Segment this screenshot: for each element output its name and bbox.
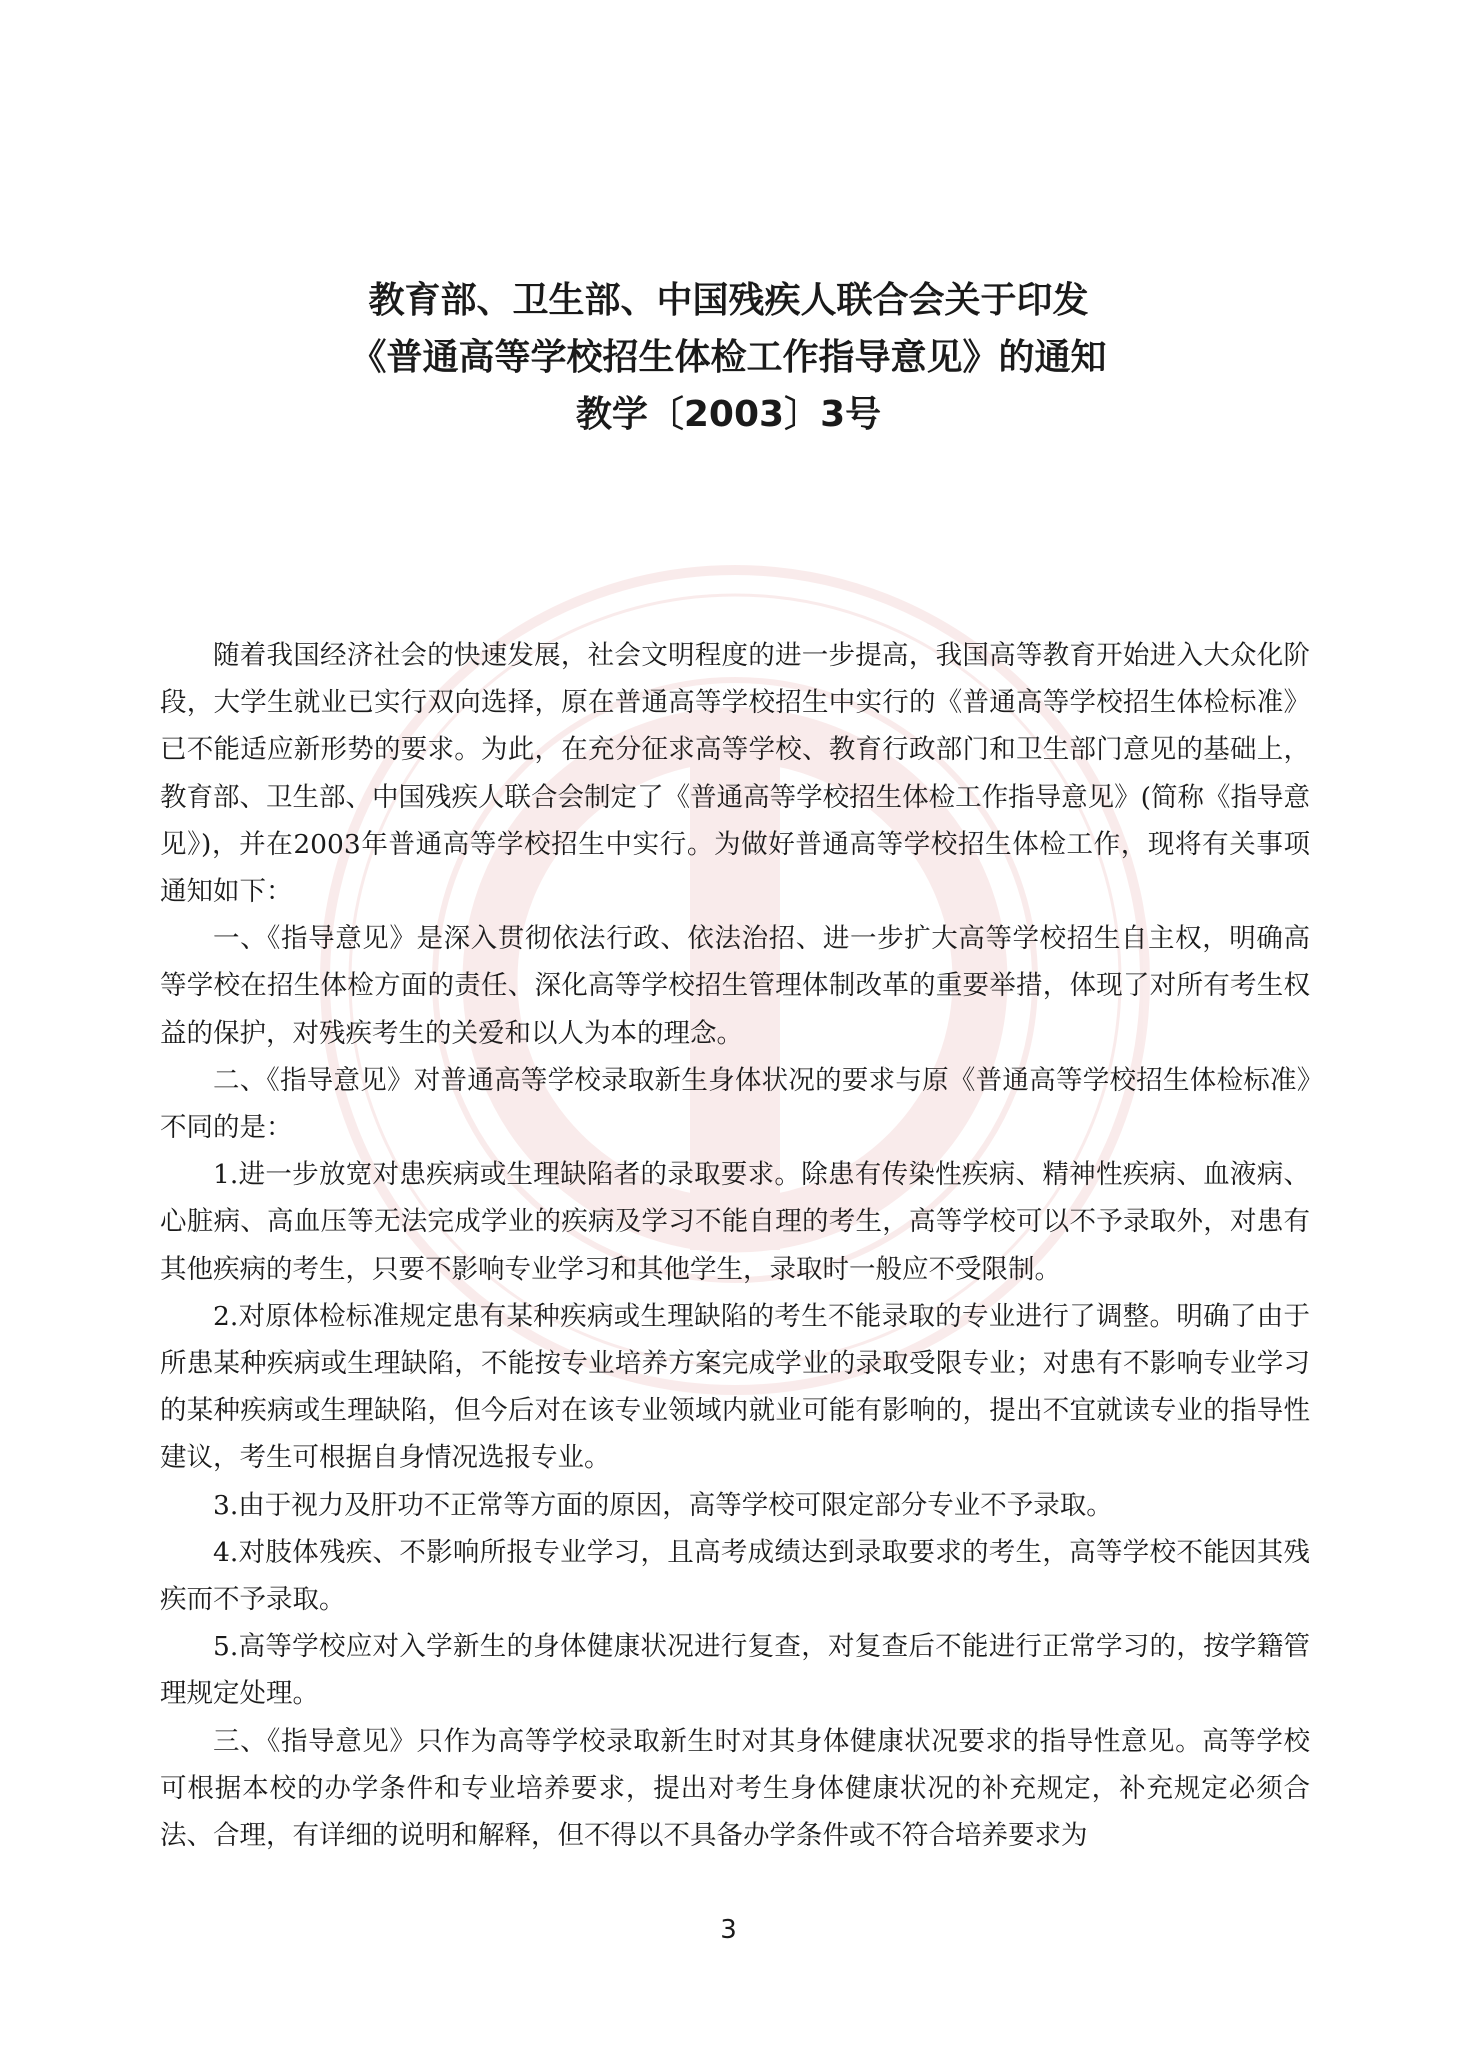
list-item-5: 5.高等学校应对入学新生的身体健康状况进行复查，对复查后不能进行正常学习的，按学籍管理规定处理。 <box>160 1631 1310 1710</box>
list-item-2: 2.对原体检标准规定患有某种疾病或生理缺陷的考生不能录取的专业进行了调整。明确了由于所患某种疾病或生理缺陷，不能按专业培养方案完成学业的录取受限专业；对患有不影响专业学习的某种疾病或生理缺陷，但今后对在该专业领域内就业可能有影响的，提出不宜就读专业的指导性建议，考生可根据自身情况选报专业。 <box>160 1300 1310 1474</box>
title-line-2: 《普通高等学校招生体检工作指导意见》的通知 <box>350 337 1107 378</box>
intro-paragraph: 随着我国经济社会的快速发展，社会文明程度的进一步提高，我国高等教育开始进入大众化阶段，大学生就业已实行双向选择，原在普通高等学校招生中实行的《普通高等学校招生体检标准》已不能适应新形势的要求。为此，在充分征求高等学校、教育行政部门和卫生部门意见的基础上，教育部、卫生部、中国残疾人联合会制定了《普通高等学校招生体检工作指导意见》(简称《指导意见》)，并在2003年普通高等学校招生中实行。为做好普通高等学校招生体检工作，现将有关事项通知如下： <box>160 640 1310 908</box>
list-item-1: 1.进一步放宽对患疾病或生理缺陷者的录取要求。除患有传染性疾病、精神性疾病、血液病、心脏病、高血压等无法完成学业的疾病及学习不能自理的考生，高等学校可以不予录取外，对患有其他疾病的考生，只要不影响专业学习和其他学生，录取时一般应不受限制。 <box>160 1159 1310 1285</box>
list-item-3: 3.由于视力及肝功不正常等方面的原因，高等学校可限定部分专业不予录取。 <box>213 1489 1113 1521</box>
section-three-paragraph: 三、《指导意见》只作为高等学校录取新生时对其身体健康状况要求的指导性意见。高等学校可根据本校的办学条件和专业培养要求，提出对考生身体健康状况的补充规定，补充规定必须合法、合理，有详细的说明和解释，但不得以不具备办学条件或不符合培养要求为 <box>160 1725 1310 1852</box>
section-one-paragraph: 一、《指导意见》是深入贯彻依法行政、依法治招、进一步扩大高等学校招生自主权，明确高等学校在招生体检方面的责任、深化高等学校招生管理体制改革的重要举措，体现了对所有考生权益的保护，对残疾考生的关爱和以人为本的理念。 <box>160 923 1310 1049</box>
document-number: 教学〔2003〕3号 <box>575 394 882 435</box>
title-line-1: 教育部、卫生部、中国残疾人联合会关于印发 <box>368 280 1089 321</box>
section-two-paragraph: 二、《指导意见》对普通高等学校录取新生身体状况的要求与原《普通高等学校招生体检标准》不同的是： <box>160 1064 1310 1144</box>
list-item-4: 4.对肢体残疾、不影响所报专业学习，且高考成绩达到录取要求的考生，高等学校不能因其残疾而不予录取。 <box>160 1536 1310 1616</box>
document-title <box>0 272 1457 443</box>
document-body <box>160 632 1310 1859</box>
page-number: 3 <box>720 1915 737 1945</box>
